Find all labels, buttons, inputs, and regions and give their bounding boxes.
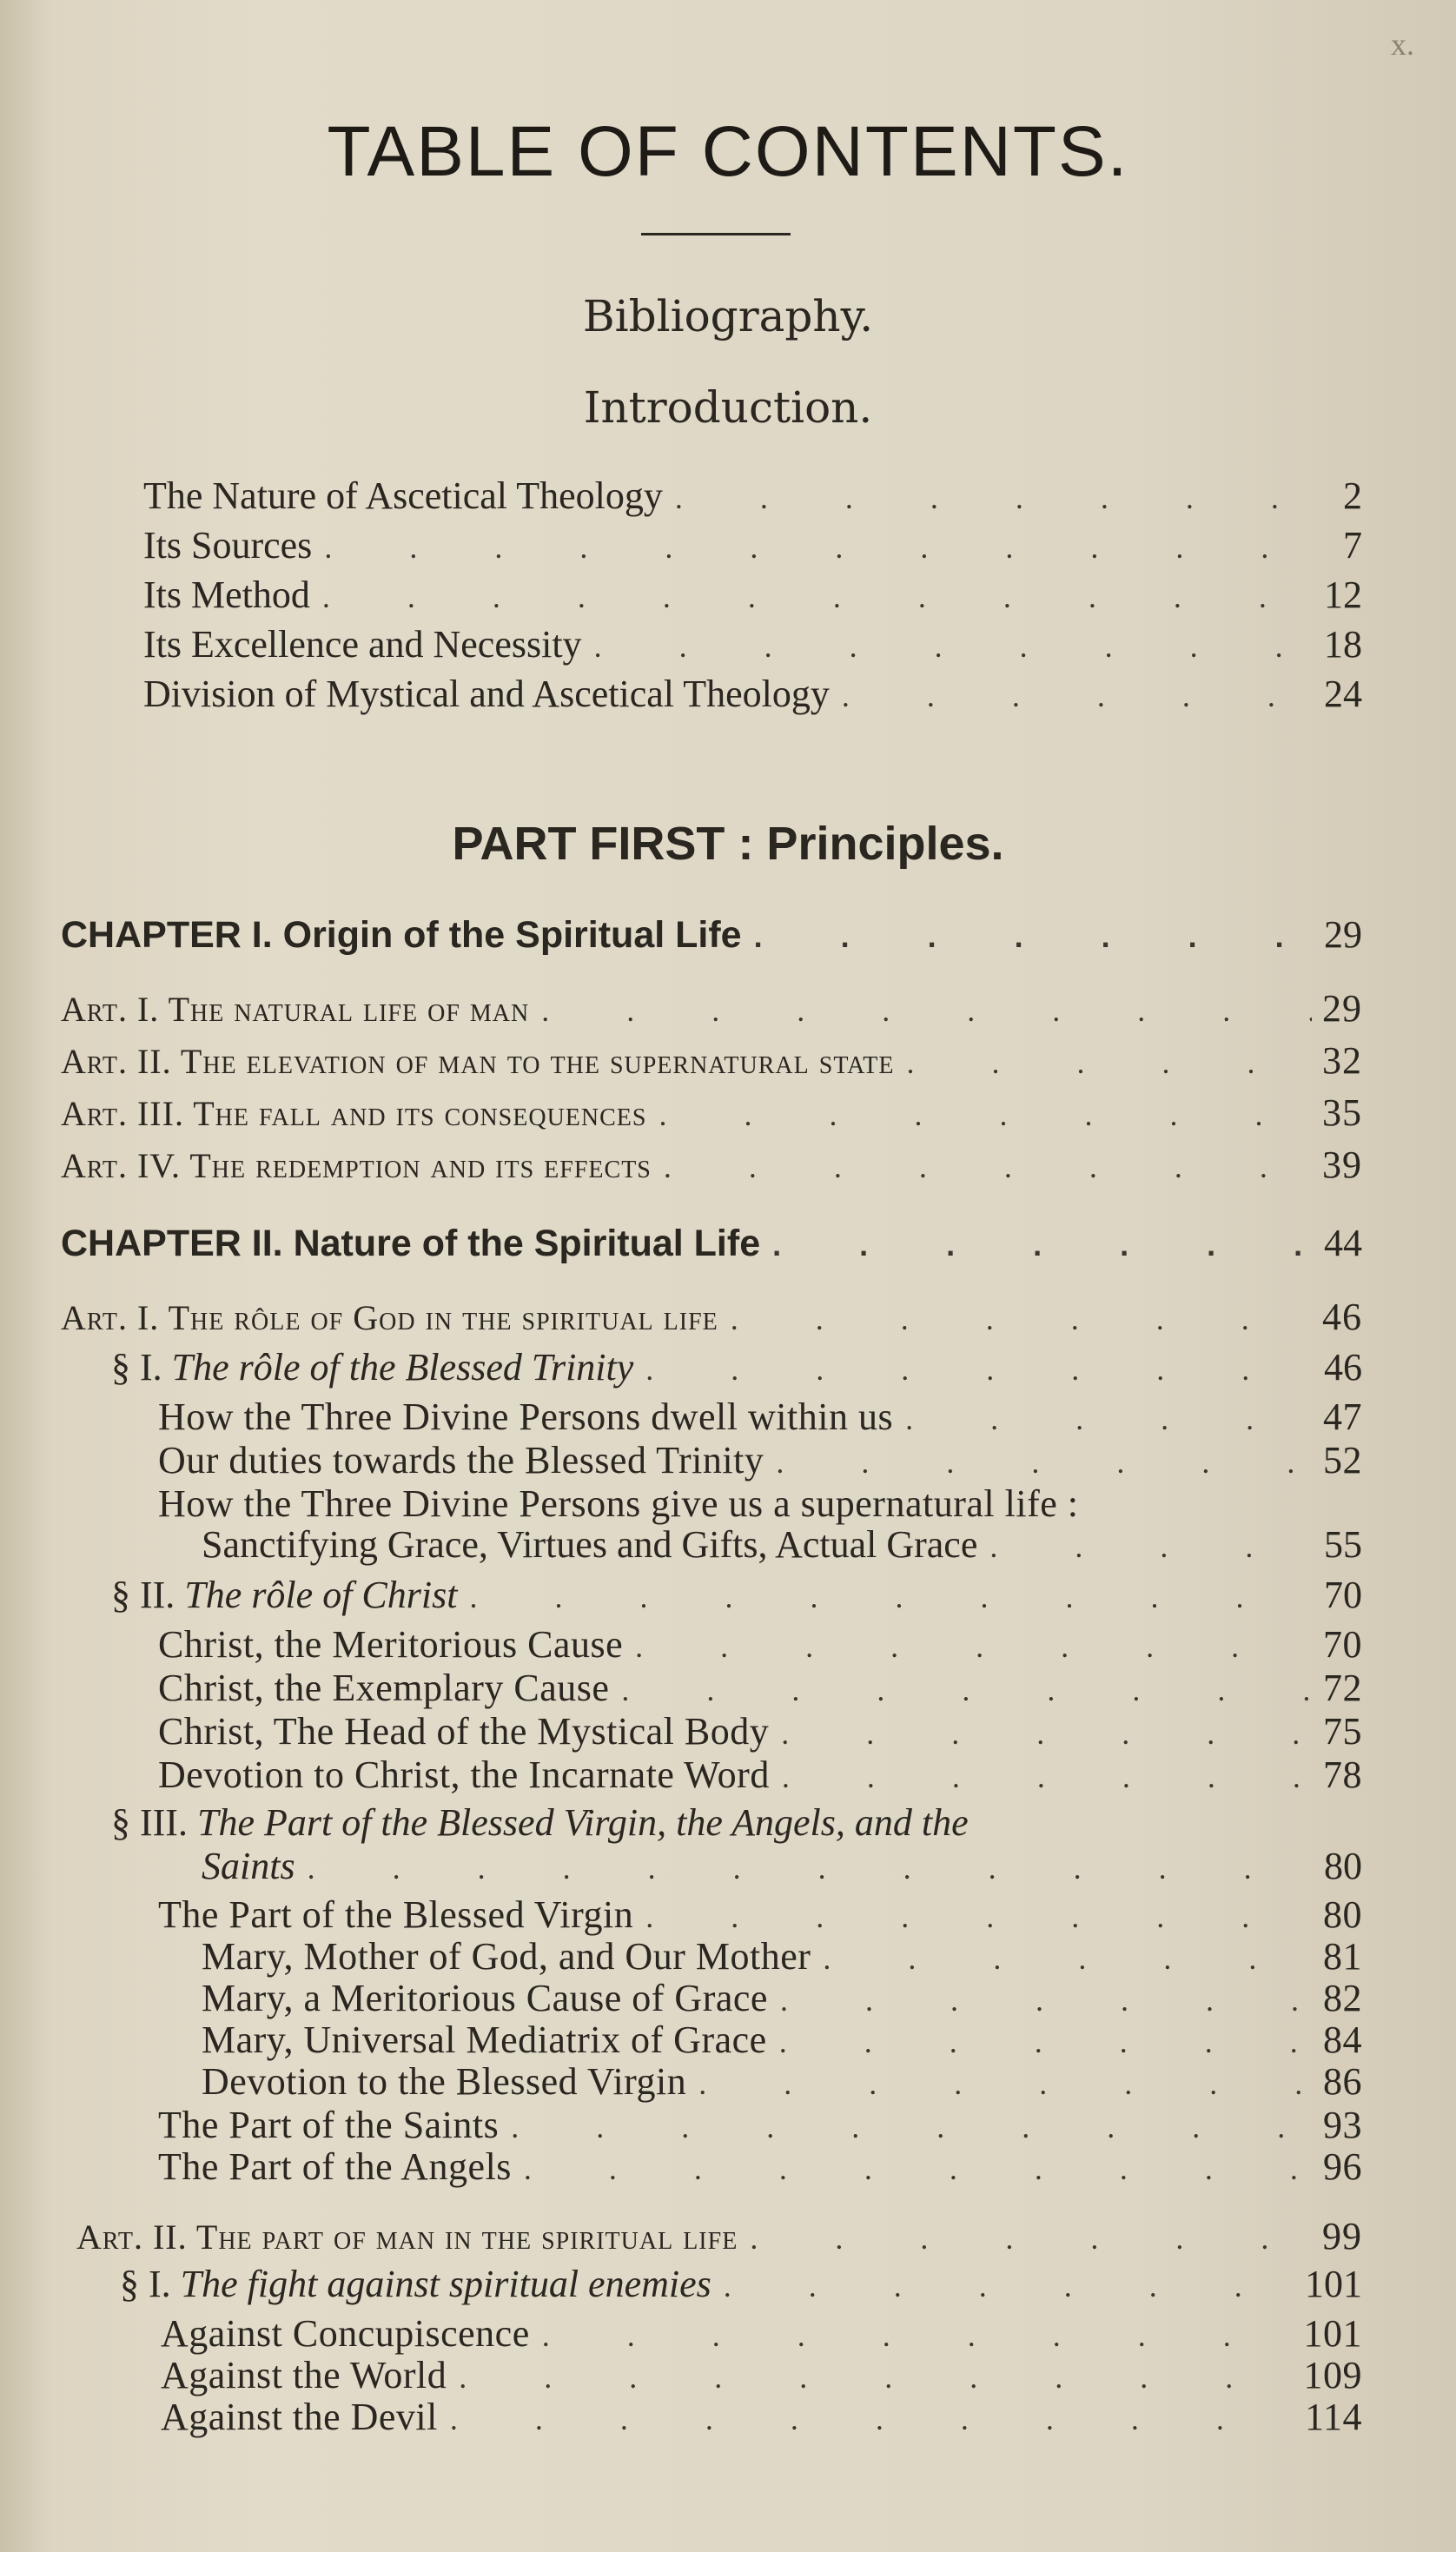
leader-dots	[754, 918, 1312, 955]
page-number: 101	[1305, 2263, 1362, 2305]
section-entry[interactable]	[120, 2262, 1362, 2306]
page-number: 93	[1323, 2104, 1362, 2146]
page-number: 81	[1323, 1935, 1362, 1978]
entry-label: Division of Mystical and Ascetical Theology	[143, 673, 830, 715]
entry-label	[120, 2262, 711, 2306]
page-number: 29	[1322, 987, 1362, 1030]
page-number: 86	[1323, 2060, 1362, 2103]
leader-dots	[905, 1401, 1312, 1437]
entry-label: Art. I. The natural life of man	[61, 990, 530, 1029]
toc-entry[interactable]	[161, 2311, 1362, 2356]
introduction-heading: Introduction.	[583, 382, 873, 433]
leader-dots	[542, 2317, 1295, 2354]
part-subtitle: : Principles.	[738, 818, 1004, 870]
toc-entry[interactable]	[161, 2395, 1362, 2439]
section-number: § II.	[111, 1574, 175, 1616]
page-number: 109	[1303, 2354, 1362, 2396]
entry-label: How the Three Divine Persons give us a supernatural life :	[158, 1482, 1079, 1525]
leader-dots	[659, 1097, 1312, 1133]
article-entry[interactable]	[61, 1295, 1362, 1339]
page-title: TABLE OF CONTENTS.	[327, 112, 1129, 191]
page-number: 80	[1324, 1845, 1362, 1887]
section-entry-line1[interactable]	[111, 1800, 1362, 1845]
section-title: The Part of the Blessed Virgin, the Angels, and the	[196, 1801, 969, 1844]
entry-label: Devotion to the Blessed Virgin	[202, 2060, 687, 2103]
toc-entry[interactable]	[158, 2144, 1362, 2189]
entry-label: CHAPTER II. Nature of the Spiritual Life	[61, 1223, 761, 1264]
toc-entry[interactable]	[158, 1753, 1362, 1797]
leader-dots	[322, 579, 1312, 615]
page-number: 84	[1323, 2018, 1362, 2061]
leader-dots	[459, 2359, 1294, 2396]
toc-entry[interactable]	[143, 474, 1362, 518]
toc-entry[interactable]	[158, 1709, 1362, 1753]
leader-dots	[308, 1850, 1312, 1886]
bibliography-heading: Bibliography.	[582, 291, 874, 341]
entry-label: Christ, the Exemplary Cause	[158, 1667, 610, 1709]
toc-entry[interactable]	[158, 1622, 1362, 1667]
page-number: 82	[1323, 1977, 1362, 2019]
entry-label: Its Excellence and Necessity	[143, 623, 582, 666]
leader-dots	[621, 1672, 1312, 1708]
entry-label	[111, 1573, 457, 1617]
page-number: 18	[1324, 623, 1362, 666]
entry-label: Against Concupiscence	[161, 2312, 530, 2355]
entry-label: Christ, The Head of the Mystical Body	[158, 1710, 770, 1753]
page-number: 96	[1323, 2145, 1362, 2188]
article-entry[interactable]	[61, 1143, 1362, 1187]
section-title: The fight against spiritual enemies	[180, 2263, 711, 2305]
toc-entry[interactable]	[158, 1438, 1362, 1482]
page-number: 39	[1322, 1143, 1362, 1186]
toc-entry[interactable]	[158, 1395, 1362, 1439]
leader-dots	[731, 1301, 1312, 1337]
leader-dots	[645, 1351, 1312, 1388]
page-number: 44	[1324, 1222, 1362, 1264]
page-number: 12	[1324, 573, 1362, 616]
entry-label: Christ, the Meritorious Cause	[158, 1623, 624, 1666]
leader-dots	[989, 1528, 1312, 1565]
entry-label	[111, 1345, 633, 1389]
page-number: 75	[1323, 1710, 1362, 1753]
leader-dots	[675, 480, 1312, 516]
entry-label: Its Sources	[143, 524, 313, 567]
leader-dots	[823, 1940, 1312, 1977]
section-number: § I.	[111, 1346, 162, 1389]
entry-label	[111, 1800, 969, 1845]
leader-dots	[469, 1579, 1312, 1615]
entry-label: CHAPTER I. Origin of the Spiritual Life	[61, 914, 742, 956]
entry-label: Mary, Universal Mediatrix of Grace	[202, 2018, 767, 2061]
page-number: 114	[1305, 2396, 1362, 2438]
page-number: 99	[1322, 2215, 1362, 2257]
leader-dots	[907, 1044, 1312, 1081]
section-entry[interactable]	[111, 1345, 1362, 1389]
leader-dots	[635, 1628, 1312, 1665]
page-number: 32	[1322, 1039, 1362, 1082]
leader-dots	[511, 2109, 1312, 2145]
part-label: PART FIRST	[452, 818, 725, 870]
toc-entry[interactable]	[158, 1666, 1362, 1710]
page-number: 72	[1323, 1667, 1362, 1709]
page-number: 78	[1323, 1753, 1362, 1796]
article-entry[interactable]	[61, 986, 1362, 1031]
entry-label: The Part of the Angels	[158, 2145, 512, 2188]
part-heading	[0, 817, 1456, 871]
page-number: 46	[1324, 1346, 1362, 1389]
section-number: § I.	[120, 2263, 171, 2305]
section-title: The rôle of Christ	[184, 1574, 458, 1616]
leader-dots	[645, 1899, 1312, 1935]
page-corner-mark: x.	[1391, 27, 1414, 62]
page-number: 52	[1323, 1439, 1362, 1481]
article-entry[interactable]	[76, 2214, 1362, 2258]
page-number: 47	[1323, 1395, 1362, 1438]
entry-label: Art. I. The rôle of God in the spiritual life	[61, 1298, 718, 1337]
entry-label: Devotion to Christ, the Incarnate Word	[158, 1753, 770, 1796]
entry-label: Against the World	[161, 2354, 447, 2396]
chapter-entry[interactable]	[61, 1221, 1362, 1265]
entry-label: Our duties towards the Blessed Trinity	[158, 1439, 764, 1481]
toc-entry[interactable]	[202, 2018, 1362, 2062]
article-entry[interactable]	[61, 1038, 1362, 1083]
entry-label: The Part of the Saints	[158, 2104, 500, 2146]
page-number: 46	[1322, 1296, 1362, 1338]
toc-entry[interactable]	[143, 672, 1362, 716]
page-number: 70	[1324, 1574, 1362, 1616]
entry-label: How the Three Divine Persons dwell within us	[158, 1395, 894, 1438]
entry-label: Art. II. The part of man in the spiritual life	[76, 2217, 738, 2257]
leader-dots	[776, 1444, 1312, 1481]
entry-label: Mary, Mother of God, and Our Mother	[202, 1935, 811, 1978]
page-number: 24	[1324, 673, 1362, 715]
page-number: 7	[1343, 524, 1362, 567]
article-entry[interactable]	[61, 1090, 1362, 1135]
page-number: 70	[1323, 1623, 1362, 1666]
title-rule	[641, 233, 791, 235]
entry-label: The Part of the Blessed Virgin	[158, 1893, 634, 1936]
leader-dots	[782, 1759, 1312, 1795]
entry-label: Art. II. The elevation of man to the supernatural state	[61, 1042, 895, 1081]
page-number: 101	[1303, 2312, 1362, 2355]
toc-entry[interactable]	[202, 2059, 1362, 2104]
entry-label: Art. IV. The redemption and its effects	[61, 1146, 652, 1185]
leader-dots	[524, 2151, 1312, 2187]
leader-dots	[664, 1149, 1312, 1185]
toc-entry[interactable]	[161, 2353, 1362, 2397]
page-number: 29	[1324, 913, 1362, 956]
leader-dots	[450, 2401, 1296, 2437]
toc-entry[interactable]	[158, 2103, 1362, 2147]
chapter-entry[interactable]	[61, 912, 1362, 957]
section-entry[interactable]	[111, 1573, 1362, 1617]
leader-dots	[772, 1227, 1312, 1263]
leader-dots	[541, 992, 1312, 1029]
toc-entry[interactable]	[202, 1976, 1362, 2020]
entry-label: Its Method	[143, 573, 310, 616]
leader-dots	[594, 628, 1312, 665]
page-number: 2	[1343, 474, 1362, 517]
leader-dots	[724, 2268, 1296, 2304]
page-number: 80	[1323, 1893, 1362, 1936]
toc-entry[interactable]	[143, 523, 1362, 567]
toc-entry-line1[interactable]	[158, 1481, 1362, 1526]
page-number: 35	[1322, 1091, 1362, 1134]
toc-entry[interactable]	[158, 1892, 1362, 1937]
toc-entry[interactable]	[143, 622, 1362, 666]
section-number: § III.	[111, 1801, 188, 1844]
entry-label: Against the Devil	[161, 2396, 438, 2438]
leader-dots	[698, 2065, 1312, 2102]
leader-dots	[779, 2024, 1312, 2060]
toc-entry-line2[interactable]	[202, 1522, 1362, 1567]
entry-label: Art. III. The fall and its consequences	[61, 1094, 647, 1133]
section-title: The rôle of the Blessed Trinity	[171, 1346, 634, 1389]
leader-dots	[842, 678, 1312, 714]
entry-label: Mary, a Meritorious Cause of Grace	[202, 1977, 768, 2019]
entry-label: Sanctifying Grace, Virtues and Gifts, Actual Grace	[202, 1523, 978, 1566]
section-entry-line2[interactable]	[202, 1844, 1362, 1888]
page-number: 55	[1324, 1523, 1362, 1566]
leader-dots	[750, 2220, 1312, 2257]
section-title-cont: Saints	[202, 1845, 295, 1887]
toc-entry[interactable]	[202, 1934, 1362, 1979]
toc-entry[interactable]	[143, 573, 1362, 617]
entry-label: The Nature of Ascetical Theology	[143, 474, 663, 517]
leader-dots	[781, 1715, 1312, 1752]
leader-dots	[780, 1982, 1312, 2018]
leader-dots	[324, 529, 1312, 566]
